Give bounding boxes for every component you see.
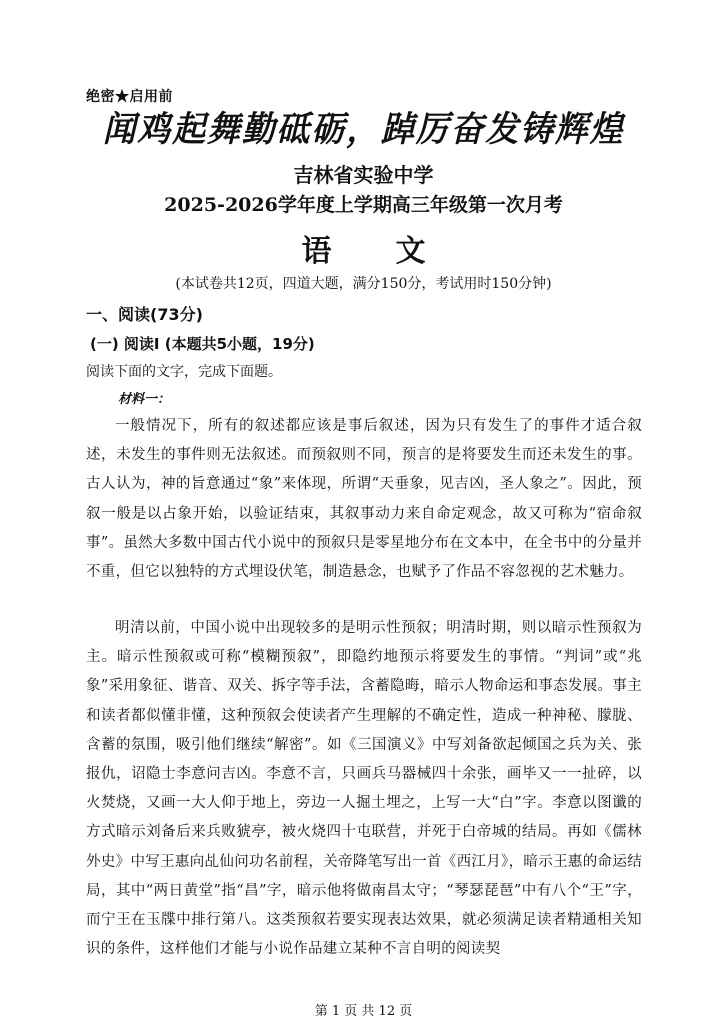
section-title: 一、阅读(73分) <box>86 305 203 324</box>
confidential-label: 绝密★启用前 <box>86 89 173 105</box>
subject-char-1: 语 <box>301 234 332 269</box>
material-label: 材料一： <box>118 392 171 407</box>
subject-char-2: 文 <box>395 234 426 269</box>
slogan-calligraphy: 闻鸡起舞勤砥砺，踔厉奋发铸辉煌 <box>102 109 625 150</box>
subsection-title: (一) 阅读Ⅰ (本题共5小题，19分) <box>90 335 315 353</box>
exam-note: (本试卷共12页，四道大题，满分150分，考试用时150分钟) <box>175 276 552 292</box>
instruction-text: 阅读下面的文字，完成下面题。 <box>86 364 282 380</box>
school-name: 吉林省实验中学 <box>293 163 434 187</box>
page-number: 第 1 页 共 12 页 <box>314 1004 413 1019</box>
subject-title <box>0 226 727 270</box>
exam-title: 2025-2026学年度上学期高三年级第一次月考 <box>164 194 563 216</box>
paragraph-1: 一般情况下，所有的叙述都应该是事后叙述，因为只有发生了的事件才适合叙述，未发生的事件则无法叙述。而预叙则不同，预言的是将要发生而还未发生的事。古人认为，神的旨意通过“象”来体现，所谓“天垂象，见吉凶，圣人象之”。因此，预叙一般是以占象开始，以验证结束，其叙事动力来自命定观念，故又可称为“宿命叙事”。虽然大多数中国古代小说中的预叙只是零星地分布在文本中，在全书中的分量并不重，但它以独特的方式埋设伏笔，制造悬念，也赋予了作品不容忽视的艺术魅力。 <box>86 418 642 581</box>
paragraph-2: 明清以前，中国小说中出现较多的是明示性预叙；明清时期，则以暗示性预叙为主。暗示性预叙或可称“模糊预叙”，即隐约地预示将要发生的事情。“判词”或“兆象”采用象征、谐音、双关、拆字等手法，含蓄隐晦，暗示人物命运和事态发展。事主和读者都似懂非懂，这种预叙会使读者产生理解的不确定性，造成一种神秘、朦胧、含蓄的氛围，吸引他们继续“解密”。如《三国演义》中写刘备欲起倾国之兵为关、张报仇，诏隐士李意问吉凶。李意不言，只画兵马器械四十余张，画毕又一一扯碎，以火焚烧，又画一大人仰于地上，旁边一人掘土埋之，上写一大“白”字。李意以图谶的方式暗示刘备后来兵败猇亭，被火烧四十屯联营，并死于白帝城的结局。再如《儒林外史》中写王惠向乩仙问功名前程，关帝降笔写出一首《西江月》，暗示王惠的命运结局，其中“两日黄堂”指“昌”字，暗示他将做南昌太守；“琴瑟琵琶”中有八个“王”字，而宁王在玉牒中排行第八。这类预叙若要实现表达效果，就必须满足读者精通相关知识的条件，这样他们才能与小说作品建立某种不言自明的阅读契 <box>86 620 642 958</box>
